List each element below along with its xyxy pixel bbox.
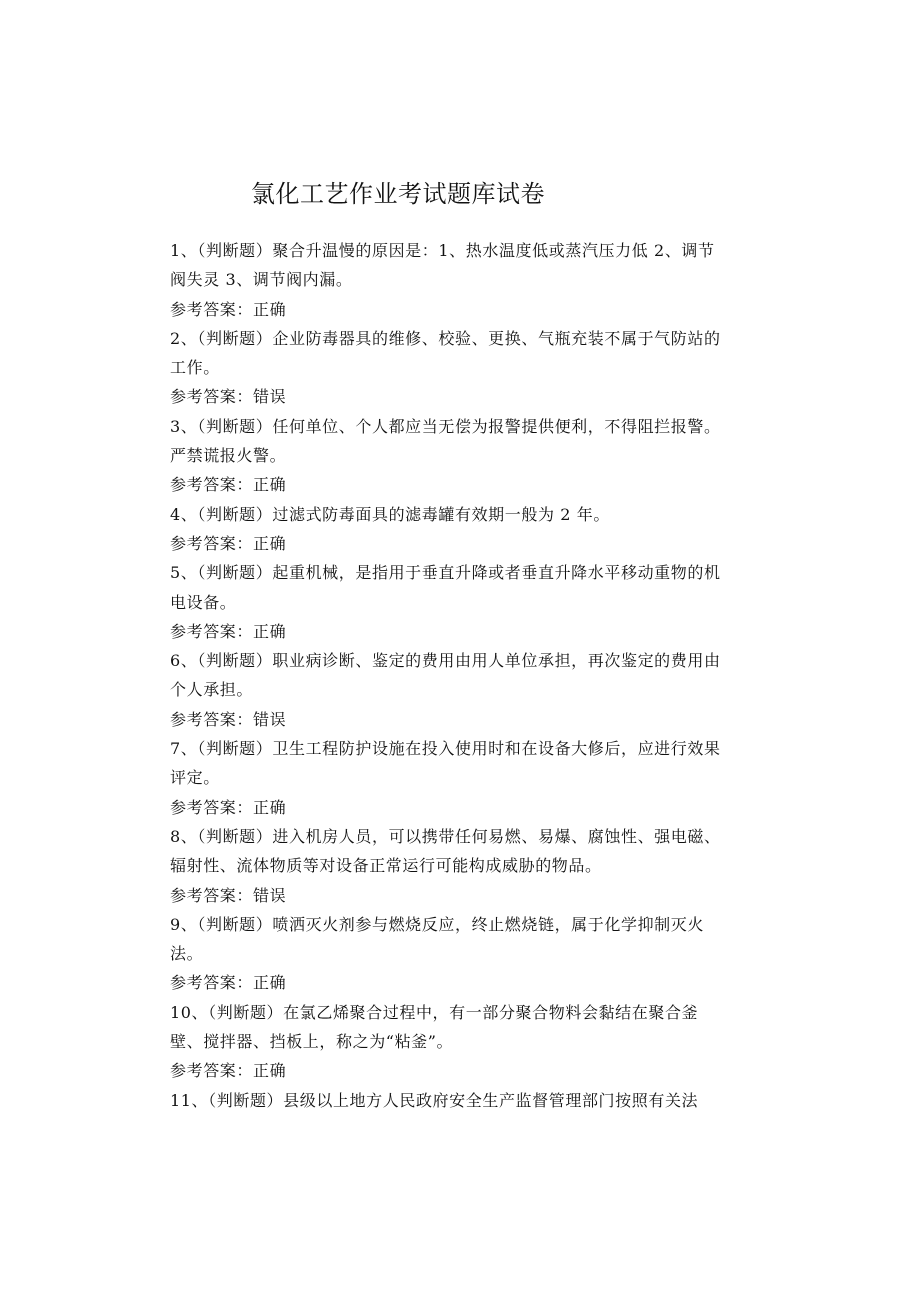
question-text: 评定。 (170, 768, 220, 788)
question-text: 11、（判断题）县级以上地方人民政府安全生产监督管理部门按照有关法 (170, 1090, 699, 1110)
question-text: 法。 (170, 944, 204, 964)
question-text: 壁、搅拌器、挡板上，称之为“粘釜”。 (170, 1032, 454, 1052)
reference-answer: 参考答案：正确 (170, 797, 287, 817)
reference-answer: 参考答案：正确 (170, 621, 287, 641)
question-item (170, 500, 750, 559)
question-list (170, 236, 750, 1115)
document-title: 氯化工艺作业考试题库试卷 (251, 180, 545, 208)
question-text: 辐射性、流体物质等对设备正常运行可能构成威胁的物品。 (170, 856, 602, 876)
question-item (170, 646, 750, 734)
question-item (170, 822, 750, 910)
question-item (170, 324, 750, 412)
reference-answer: 参考答案：错误 (170, 387, 287, 407)
question-text: 严禁谎报火警。 (170, 446, 287, 466)
question-text: 5、（判断题）起重机械，是指用于垂直升降或者垂直升降水平移动重物的机 (170, 563, 721, 583)
question-text: 10、（判断题）在氯乙烯聚合过程中，有一部分聚合物料会黏结在聚合釜 (170, 1002, 699, 1022)
question-item (170, 558, 750, 646)
question-text: 个人承担。 (170, 680, 254, 700)
question-text: 8、（判断题）进入机房人员，可以携带任何易燃、易爆、腐蚀性、强电磁、 (170, 826, 721, 846)
question-text: 9、（判断题）喷洒灭火剂参与燃烧反应，终止燃烧链，属于化学抑制灭火 (170, 914, 704, 934)
question-text: 2、（判断题）企业防毒器具的维修、校验、更换、气瓶充装不属于气防站的 (170, 328, 721, 348)
reference-answer: 参考答案：正确 (170, 1061, 287, 1081)
question-item (170, 734, 750, 822)
reference-answer: 参考答案：正确 (170, 533, 287, 553)
question-item (170, 412, 750, 500)
question-text: 6、（判断题）职业病诊断、鉴定的费用由用人单位承担，再次鉴定的费用由 (170, 651, 721, 671)
reference-answer: 参考答案：正确 (170, 475, 287, 495)
question-text: 7、（判断题）卫生工程防护设施在投入使用时和在设备大修后，应进行效果 (170, 739, 721, 759)
question-item (170, 236, 750, 324)
reference-answer: 参考答案：正确 (170, 973, 287, 993)
question-text: 阀失灵 3、调节阀内漏。 (170, 270, 353, 290)
question-text: 1、（判断题）聚合升温慢的原因是：1、热水温度低或蒸汽压力低 2、调节 (170, 241, 715, 260)
question-item (170, 910, 750, 998)
reference-answer: 参考答案：错误 (170, 709, 287, 729)
question-item (170, 1086, 750, 1115)
reference-answer: 参考答案：错误 (170, 885, 287, 905)
reference-answer: 参考答案：正确 (170, 299, 287, 319)
question-text: 3、（判断题）任何单位、个人都应当无偿为报警提供便利，不得阻拦报警。 (170, 416, 721, 436)
question-text: 4、（判断题）过滤式防毒面具的滤毒罐有效期一般为 2 年。 (170, 504, 610, 524)
question-item (170, 998, 750, 1086)
question-text: 电设备。 (170, 592, 237, 612)
question-text: 工作。 (170, 358, 220, 378)
